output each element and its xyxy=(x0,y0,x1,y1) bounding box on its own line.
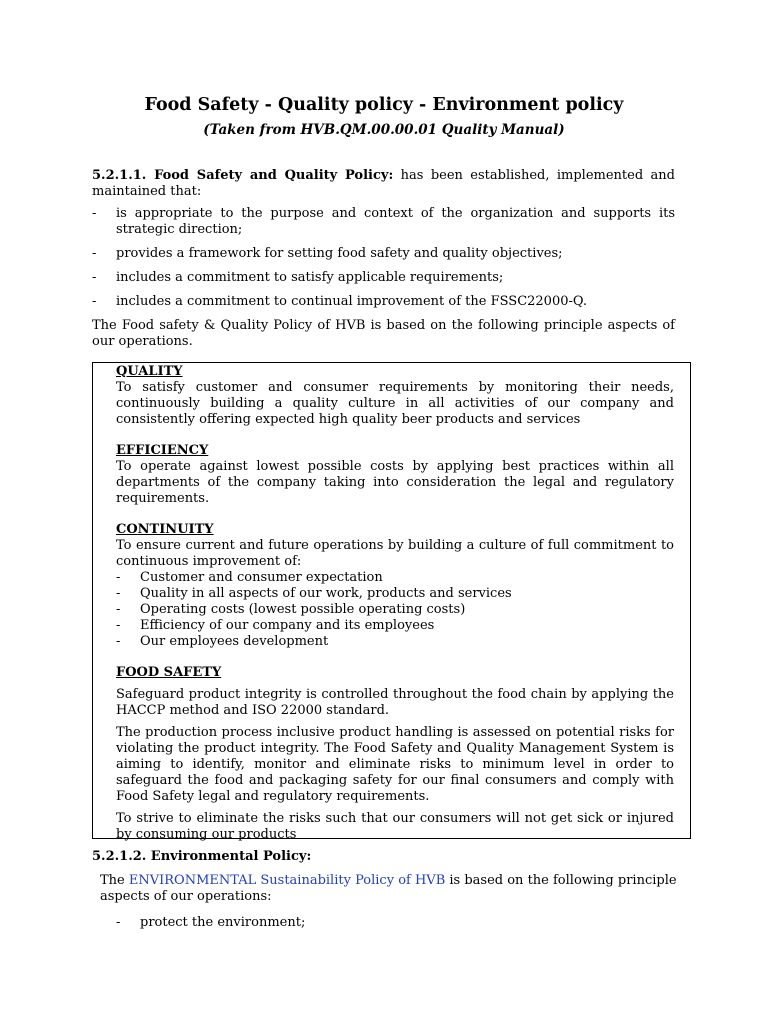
food-safety-paragraph: To strive to eliminate the risks such that our consumers will not get sick or injured by consuming our products xyxy=(116,811,674,842)
dash-marker: - xyxy=(116,915,121,930)
section-1-intro xyxy=(92,168,675,200)
dash-marker: - xyxy=(116,570,121,585)
list-item-text: Efficiency of our company and its employees xyxy=(140,618,435,633)
environmental-policy-section xyxy=(92,849,692,931)
quality-block xyxy=(116,364,674,428)
list-item xyxy=(116,570,674,586)
continuity-block xyxy=(116,522,674,650)
dash-marker: - xyxy=(116,634,121,649)
dash-marker: - xyxy=(116,602,121,617)
efficiency-text: To operate against lowest possible costs by applying best practices within all departments of the company taking into consideration the legal and regulatory requirements. xyxy=(116,459,674,506)
list-item-text: Customer and consumer expectation xyxy=(140,570,383,585)
dash-marker: - xyxy=(92,246,97,261)
list-item-text: Quality in all aspects of our work, products and services xyxy=(140,586,512,601)
list-item xyxy=(92,246,675,262)
list-item xyxy=(116,602,674,618)
continuity-text: To ensure current and future operations by building a culture of full commitment to continuous improvement of: xyxy=(116,538,674,569)
list-item xyxy=(116,634,674,650)
list-item xyxy=(116,618,674,634)
env-intro-after: is based on the following principle aspects of our operations: xyxy=(100,873,677,904)
section-1-bullet-list xyxy=(92,206,675,310)
page-subtitle: (Taken from HVB.QM.00.00.01 Quality Manual) xyxy=(203,122,565,138)
continuity-list xyxy=(116,570,674,650)
environmental-policy-intro xyxy=(100,873,680,905)
dash-marker: - xyxy=(92,206,97,221)
list-item-text: Operating costs (lowest possible operating costs) xyxy=(140,602,466,617)
dash-marker: - xyxy=(116,618,121,633)
efficiency-heading: EFFICIENCY xyxy=(116,443,209,458)
dash-marker: - xyxy=(92,270,97,285)
food-safety-paragraph: Safeguard product integrity is controlled throughout the food chain by applying the HACCP method and ISO 22000 standard. xyxy=(116,687,674,718)
quality-text: To satisfy customer and consumer requirements by monitoring their needs, continuously building a quality culture in all activities of our company and consistently offering expected high quality beer products and services xyxy=(116,380,674,427)
list-item-text: Our employees development xyxy=(140,634,329,649)
list-item-text: includes a commitment to satisfy applicable requirements; xyxy=(116,270,504,285)
food-safety-block xyxy=(116,665,674,843)
list-item xyxy=(116,586,674,602)
environmental-policy-link[interactable]: ENVIRONMENTAL Sustainability Policy of HVB xyxy=(128,873,446,888)
continuity-heading: CONTINUITY xyxy=(116,522,214,537)
dash-marker: - xyxy=(92,294,97,309)
efficiency-block xyxy=(116,443,674,507)
section-1-closing: The Food safety & Quality Policy of HVB is based on the following principle aspects of our operations. xyxy=(92,318,675,349)
list-item-text: is appropriate to the purpose and context of the organization and supports its strategic direction; xyxy=(116,206,675,237)
list-item xyxy=(92,270,675,286)
page-title: Food Safety - Quality policy - Environment policy xyxy=(144,95,624,115)
section-1-heading-rest: has been established, implemented and maintained that: xyxy=(92,168,675,199)
list-item xyxy=(92,206,675,238)
dash-marker: - xyxy=(116,586,121,601)
env-intro-before: The xyxy=(100,873,129,888)
list-item-text: protect the environment; xyxy=(140,915,306,930)
list-item-text: provides a framework for setting food safety and quality objectives; xyxy=(116,246,563,261)
list-item xyxy=(92,294,675,310)
section-1-heading: 5.2.1.1. Food Safety and Quality Policy: xyxy=(92,168,394,183)
list-item xyxy=(116,915,692,931)
food-safety-paragraph: The production process inclusive product handling is assessed on potential risks for violating the product integrity. The Food Safety and Quality Management System is aiming to identify, monitor and eliminate risks to minimum level in order to safeguard the food and packaging safety for our final consumers and comply with Food Safety legal and regulatory requirements. xyxy=(116,725,674,804)
quality-heading: QUALITY xyxy=(116,364,183,379)
list-item-text: includes a commitment to continual improvement of the FSSC22000-Q. xyxy=(116,294,588,309)
food-safety-heading: FOOD SAFETY xyxy=(116,665,222,680)
policy-principles-content xyxy=(116,364,674,849)
policy-principles-box xyxy=(92,362,691,842)
section-2-heading: 5.2.1.2. Environmental Policy: xyxy=(92,849,312,864)
food-safety-quality-policy-section xyxy=(92,168,675,350)
